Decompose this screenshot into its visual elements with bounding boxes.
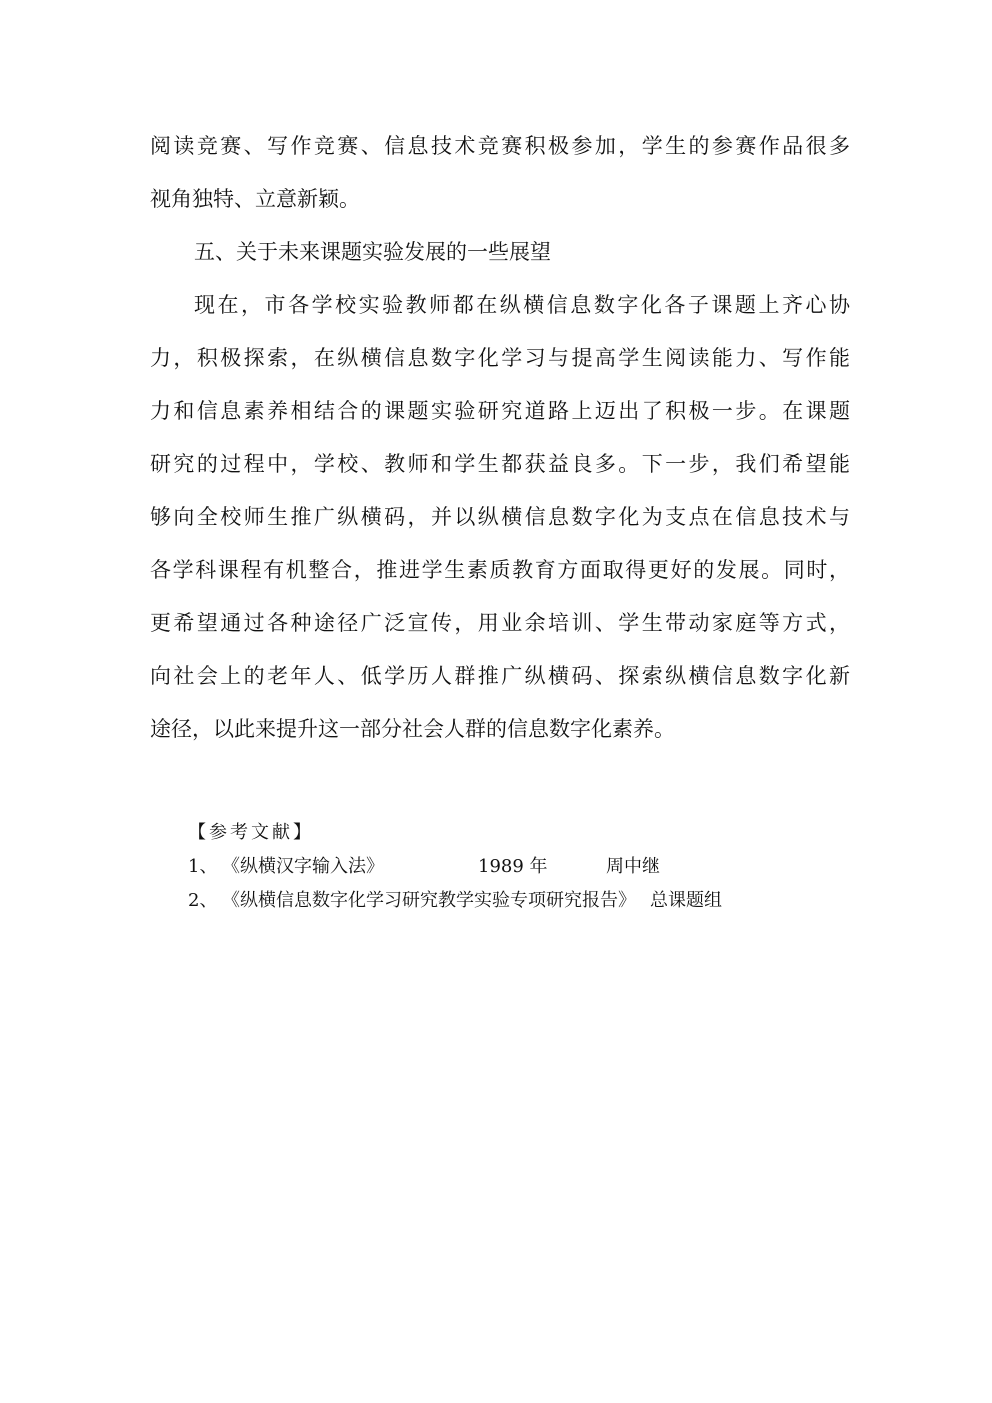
reference-year: 1989 年: [478, 856, 548, 877]
reference-item: [188, 850, 808, 884]
reference-title: 《纵横汉字输入法》: [222, 856, 384, 877]
reference-title: 《纵横信息数字化学习研究教学实验专项研究报告》: [222, 890, 636, 911]
references-heading: 【参考文献】: [188, 822, 314, 843]
paragraph-line: 更希望通过各种途径广泛宣传，用业余培训、学生带动家庭等方式，: [150, 611, 850, 635]
reference-number: 1、: [188, 856, 218, 877]
paragraph-line: 研究的过程中，学校、教师和学生都获益良多。下一步，我们希望能: [150, 452, 850, 476]
paragraph-line: 阅读竞赛、写作竞赛、信息技术竞赛积极参加，学生的参赛作品很多: [150, 134, 850, 158]
paragraph-line: 向社会上的老年人、低学历人群推广纵横码、探索纵横信息数字化新: [150, 664, 850, 688]
reference-item: [188, 884, 808, 918]
paragraph-line: 现在，市各学校实验教师都在纵横信息数字化各子课题上齐心协: [194, 293, 850, 317]
reference-author: 总课题组: [650, 890, 722, 911]
reference-number: 2、: [188, 890, 218, 911]
body-text: [150, 120, 850, 756]
section-heading: 五、关于未来课题实验发展的一些展望: [194, 240, 551, 264]
paragraph-line: 途径，以此来提升这一部分社会人群的信息数字化素养。: [150, 717, 675, 741]
paragraph-line: 各学科课程有机整合，推进学生素质教育方面取得更好的发展。同时，: [150, 558, 850, 582]
paragraph-line: 够向全校师生推广纵横码，并以纵横信息数字化为支点在信息技术与: [150, 505, 850, 529]
paragraph-line: 视角独特、立意新颖。: [150, 187, 360, 211]
paragraph-line: 力和信息素养相结合的课题实验研究道路上迈出了积极一步。在课题: [150, 399, 850, 423]
paragraph-line: 力，积极探索，在纵横信息数字化学习与提高学生阅读能力、写作能: [150, 346, 850, 370]
references-section: [188, 816, 808, 918]
reference-author: 周中继: [606, 856, 660, 877]
